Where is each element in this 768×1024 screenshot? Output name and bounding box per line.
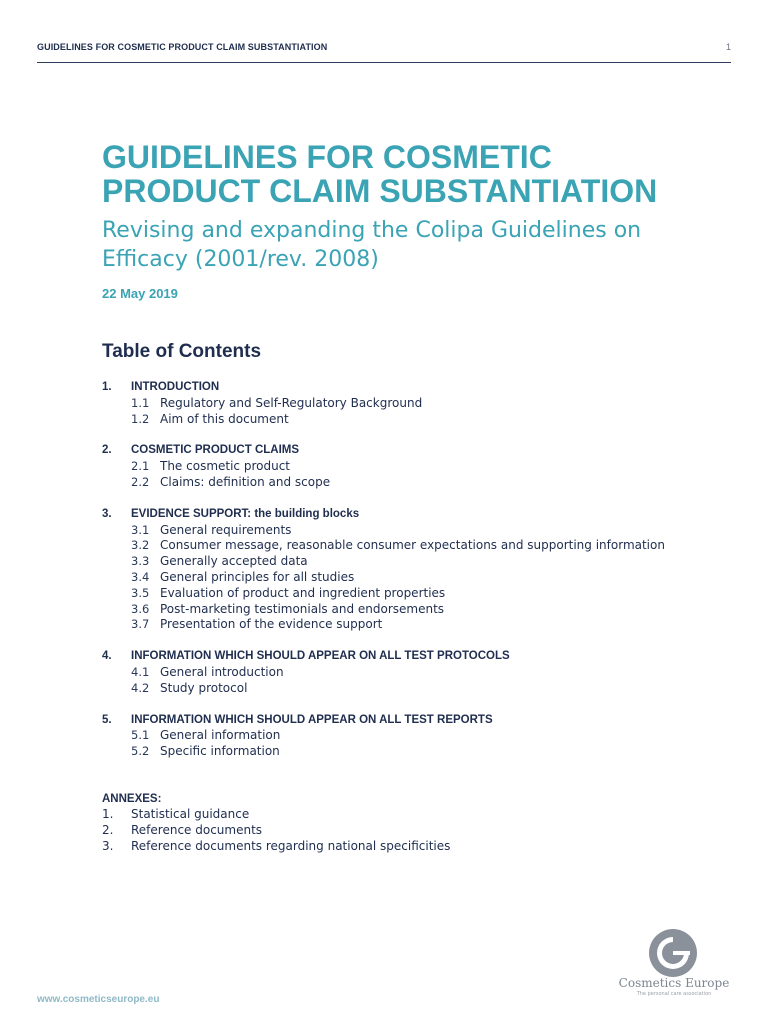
toc-subsection-row[interactable] [102, 523, 702, 539]
toc-subsection-number: 3.7 [131, 617, 150, 632]
page-number: 1 [725, 42, 731, 52]
toc-subsection-title: General principles for all studies [160, 569, 355, 584]
toc-section [102, 380, 702, 427]
toc-section-number: 1. [102, 381, 112, 393]
toc-subsection-row[interactable] [102, 665, 702, 681]
toc-section-row[interactable] [102, 507, 702, 523]
document-title-line-1: GUIDELINES FOR COSMETIC [102, 139, 552, 175]
annexes [102, 791, 702, 854]
toc-section-title: INFORMATION WHICH SHOULD APPEAR ON ALL TEST PROTOCOLS [131, 650, 510, 663]
toc-section-number: 3. [102, 507, 112, 520]
toc-section-number: 5. [102, 713, 112, 726]
logo-tagline: The personal care association [636, 991, 712, 997]
table-of-contents [102, 380, 702, 776]
toc-subsection-number: 5.1 [131, 728, 150, 743]
toc-subsection-title: Presentation of the evidence support [160, 617, 383, 632]
toc-subsection-row[interactable] [102, 617, 702, 633]
toc-section-title: INTRODUCTION [131, 381, 220, 393]
annex-number: 3. [102, 838, 114, 853]
cosmetics-europe-logo-icon [648, 928, 698, 978]
toc-subsection-title: Aim of this document [160, 411, 289, 426]
toc-subsection-title: Consumer message, reasonable consumer expectations and supporting information [160, 538, 665, 553]
toc-subsection-title: Generally accepted data [160, 554, 308, 569]
toc-subsection-number: 2.1 [131, 459, 150, 474]
toc-subsection-title: General requirements [160, 522, 292, 537]
toc-subsection-row[interactable] [102, 396, 702, 412]
annex-title: Statistical guidance [131, 807, 250, 821]
annex-item[interactable] [102, 823, 702, 839]
toc-subsection-number: 3.2 [131, 538, 150, 553]
toc-subsection-row[interactable] [102, 538, 702, 554]
document-subtitle: Revising and expanding the Colipa Guidelines on Efficacy (2001/rev. 2008) [102, 218, 642, 272]
toc-subsection-title: General introduction [160, 664, 284, 679]
toc-section-row[interactable] [102, 380, 702, 396]
toc-subsection-number: 4.2 [131, 680, 150, 695]
toc-subsection-number: 3.1 [131, 522, 150, 537]
toc-subsection-number: 5.2 [131, 744, 150, 759]
toc-section-title: EVIDENCE SUPPORT: the building blocks [131, 507, 360, 520]
toc-subsection-row[interactable] [102, 570, 702, 586]
annex-list [102, 807, 702, 854]
toc-subsection-number: 1.2 [131, 411, 150, 426]
toc-subsection-number: 3.5 [131, 585, 150, 600]
running-header [37, 42, 731, 63]
toc-subsection-title: Claims: definition and scope [160, 474, 331, 489]
toc-section [102, 713, 702, 760]
logo-name: Cosmetics Europe [618, 976, 730, 990]
toc-subsection-number: 2.2 [131, 474, 150, 489]
toc-subsection-row[interactable] [102, 602, 702, 618]
toc-section-row[interactable] [102, 713, 702, 729]
toc-subsection-number: 3.4 [131, 569, 150, 584]
toc-section-number: 2. [102, 444, 112, 457]
toc-subsection-row[interactable] [102, 681, 702, 697]
cosmetics-europe-logo [612, 928, 736, 998]
toc-subsection-row[interactable] [102, 586, 702, 602]
toc-subsection-number: 1.1 [131, 395, 150, 410]
toc-section-title: INFORMATION WHICH SHOULD APPEAR ON ALL TEST REPORTS [131, 713, 493, 726]
toc-subsection-title: Specific information [160, 744, 280, 759]
toc-subsection-row[interactable] [102, 412, 702, 428]
annex-item[interactable] [102, 807, 702, 823]
toc-section-title: COSMETIC PRODUCT CLAIMS [131, 444, 300, 457]
toc-section-row[interactable] [102, 649, 702, 665]
toc-subsection-row[interactable] [102, 744, 702, 760]
annex-item[interactable] [102, 839, 702, 855]
toc-subsection-row[interactable] [102, 459, 702, 475]
toc-section [102, 443, 702, 490]
annex-title: Reference documents regarding national specificities [131, 838, 451, 853]
toc-subsection-title: The cosmetic product [160, 459, 291, 474]
toc-section [102, 649, 702, 696]
toc-subsection-title: Evaluation of product and ingredient properties [160, 585, 446, 600]
document-date: 22 May 2019 [102, 286, 178, 301]
toc-subsection-number: 3.3 [131, 554, 150, 569]
toc-subsection-row[interactable] [102, 554, 702, 570]
toc-subsection-row[interactable] [102, 475, 702, 491]
toc-heading: Table of Contents [102, 341, 262, 362]
annex-title: Reference documents [131, 822, 263, 837]
toc-subsection-title: Post-marketing testimonials and endorsements [160, 601, 445, 616]
toc-subsection-title: Study protocol [160, 680, 248, 695]
document-title [102, 140, 702, 208]
footer-url-link[interactable]: www.cosmeticseurope.eu [37, 994, 160, 1005]
running-title: GUIDELINES FOR COSMETIC PRODUCT CLAIM SUBSTANTIATION [37, 42, 328, 52]
toc-subsection-row[interactable] [102, 728, 702, 744]
toc-subsection-number: 4.1 [131, 664, 150, 679]
toc-subsection-title: Regulatory and Self-Regulatory Background [160, 395, 423, 410]
toc-section [102, 507, 702, 633]
annexes-heading: ANNEXES: [102, 793, 162, 805]
toc-subsection-number: 3.6 [131, 601, 150, 616]
document-title-line-2: PRODUCT CLAIM SUBSTANTIATION [102, 173, 658, 209]
annex-number: 2. [102, 822, 114, 837]
annex-number: 1. [102, 807, 114, 821]
toc-section-row[interactable] [102, 443, 702, 459]
title-block [102, 140, 702, 301]
toc-section-number: 4. [102, 650, 112, 663]
toc-subsection-title: General information [160, 728, 281, 743]
